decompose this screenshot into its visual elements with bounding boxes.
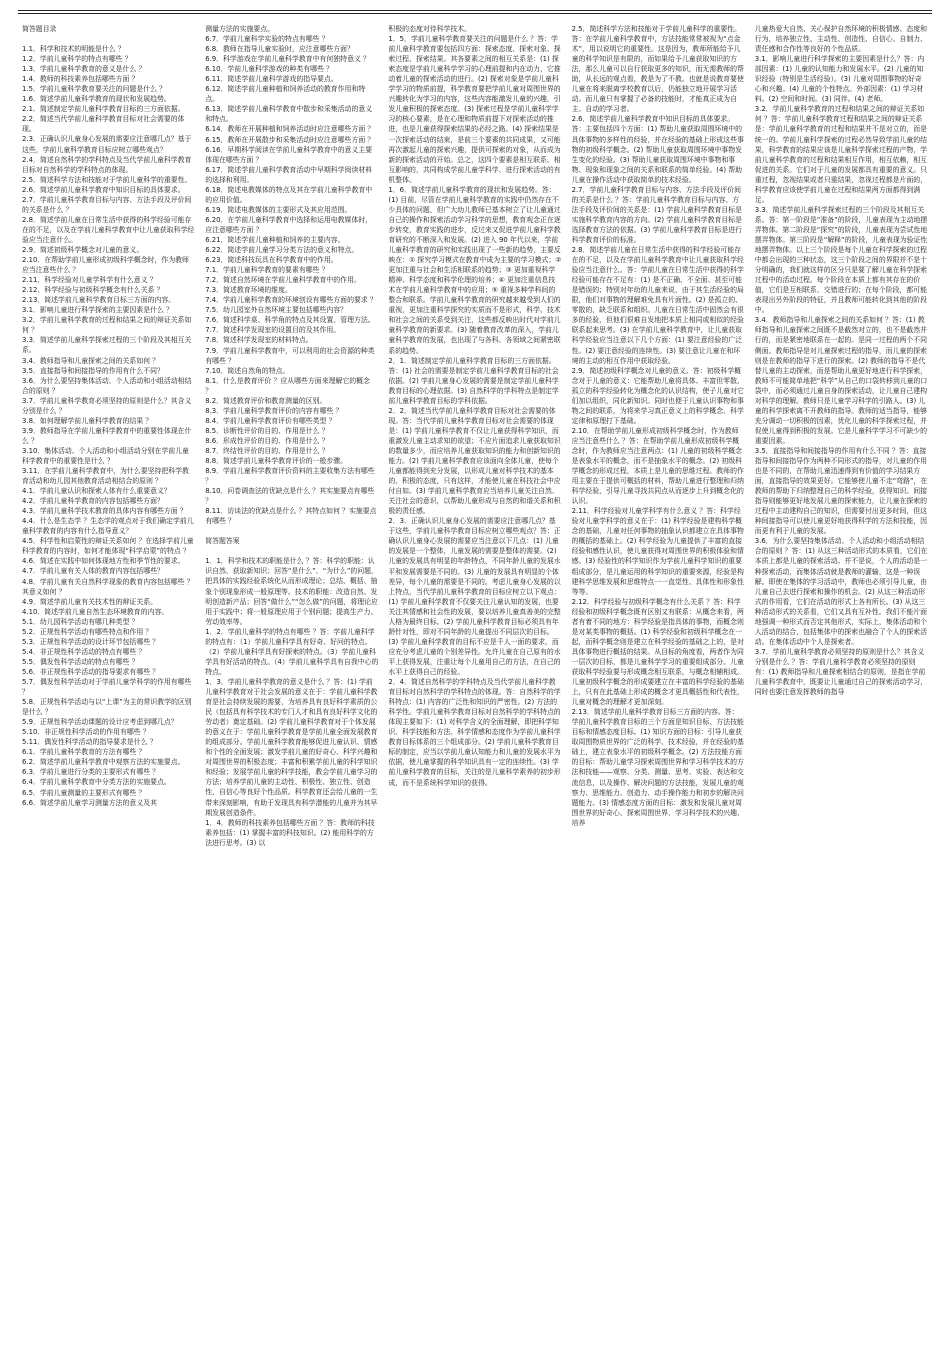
text-entry: 2.2．简述当代学前儿童科学教育目标对社会需要的体现。 <box>22 115 185 134</box>
text-entry: 8.8．简述学前儿童科学教育评价的一般步骤。 <box>205 457 348 466</box>
text-entry: 6.4．学前儿童科学教育中分类方法的实施要点。 <box>22 778 171 787</box>
top-rule <box>18 10 932 11</box>
text-entry: 7.5．幼儿园室外自然环境主要包括哪些内容？ <box>205 306 348 315</box>
text-entry: 3.7．学前儿童科学教育必须坚持的原则是什么？其含义分别是什么 ？答：学前儿童科学教育必须坚持的原则有：(1) 教师指导和儿童探索相结合的原则，是指在学前儿童科学教育中，既要让儿童通过自己的探索活动学习，同时也要注意发挥教师的指导 <box>754 647 928 697</box>
text-entry: 4.6．简述在实践中如何体现地方性和季节性的要求。 <box>22 557 185 566</box>
text-entry: 5.6．非正规性科学活动的指导要求有哪些 ？ <box>22 667 160 676</box>
text-entry: 6.16．早期科学阅读在学前儿童科学教育中的意义主要体现在哪些方面 ？ <box>205 145 373 164</box>
text-entry: 4.4．什么是生态学 ？生态学的观点对于我们确定学前儿童科学教育的内容有什么指导意义？ <box>22 517 194 536</box>
text-entry: 5.9．正规性科学活动课题的设计应考虑到哪几点？ <box>22 718 178 727</box>
text-entry: 5.5．偶发性科学活动的特点有哪些 ？ <box>22 657 139 666</box>
text-entry: 5.8．正规性科学活动与以“上课”为主的常识教学的区别是什么 ？ <box>22 698 192 717</box>
text-entry: 测量方法的实施要点。 <box>205 25 275 33</box>
text-entry: 6.19．简述电教媒体的主要形式及其应用范围。 <box>205 205 352 214</box>
text-entry: 1.5．学前儿童科学教育要关注的问题是什么 ？ <box>22 85 167 94</box>
text-entry: 6.2．简述学前儿童科学教育中观察方法的实施要点。 <box>22 758 185 767</box>
text-columns <box>22 24 928 1336</box>
text-entry: 4.5．科学性和启蒙性的辩证关系如何 ？在选择学前儿童科学教育的内容时，如何才能体现“科学启蒙”的特点 ？ <box>22 537 194 556</box>
text-entry: 3.6．为什么要坚持集体活动、个人活动和小组活动相结合的原则 ？答：(1) 从这三种活动形式的本质看，它们在本质上都是儿童的探索活动。并不是说，个人的活动是一种探索活动，而集体活动就是教师的灌输，这是一种误解。即使在集体的学习活动中，教师也必须引导儿童，由儿童自己去进行探索和操作的机会。(2) 从这三种活动形式的作用看，它们在活动的形式上各有所长。(3) 从这三种活动形式的关系看，它们又具有互补性。我们不能片面地强调一种形式而否定其他形式，实际上，集体活动和个人活动的结合，包括集体中的探索也融合了个人的探索活动。在集体活动中个人是探索者。 <box>754 537 928 646</box>
text-entry: 5.3．正规性科学活动的设计环节包括哪些 ？ <box>22 637 160 646</box>
text-entry: 1.1．科学和技术的明能是什么 ？ <box>22 45 125 54</box>
text-entry: 3.10．集体活动、个人活动和小组活动分别在学前儿童科学教育中的重要性是什么 ？ <box>22 446 189 465</box>
text-entry: 4.9．简述学前儿童有关技术性的辩证关系。 <box>22 597 157 606</box>
text-entry: 6.5．学前儿童测量的主要形式有哪些 ？ <box>22 788 146 797</box>
text-entry: 5.2．正规性科学活动有哪些特点和作用 ？ <box>22 627 153 636</box>
text-entry: 8.6．形成性评价的目的、作用是什么 ？ <box>205 436 329 445</box>
text-column-3 <box>388 24 561 1336</box>
text-entry: 2.13．简述学前儿童科学教育目标三方面的内容。答：学前儿童科学教育目标的三个方面是知识目标、方法技能目标和情感态度目标。(1) 知识方面的目标：引导儿童获取周围物质世界的广泛的科学、技术经验，并在经验的基础上，建立表象水平的初级科学概念。(2) 方法技能方面的目标：帮助儿童学习探索周围世界和学习科学技术的方法和技能——观察、分类、测量、思考、实验、表达和交流信息，以及操作、解决问题的方法技能，发展儿童的观察力、思维能力、创造力、动手操作能力和初步的解决问题能力。(3) 情感态度方面的目标：激发和发展儿童对周围世界的好奇心、探索周围世界、学习科学技术的兴趣、培养 <box>571 708 744 827</box>
text-column-1 <box>22 24 195 1336</box>
text-entry: 6.3．学前儿童进行分类的主要形式有哪些 ？ <box>22 768 160 777</box>
text-entry: 5.11．偶发性科学活动的指导要求是什么 ？ <box>22 738 157 747</box>
text-entry: 3.11．在学前儿童科学教育中，为什么要坚持把科学教育活动和幼儿园其他教育活动相结合的原则 ？ <box>22 467 189 486</box>
text-entry: 2.10．在帮助学前儿童形成初级科学概念时，作为教师应当注意些什么 ？答：在帮助学前儿童形成初级科学概念时，作为教师应当注意两点：(1) 儿童的初级科学概念是表象水平的概念，而不是抽象水平的概念。(2) 初级科学概念的形成过程，本质上是儿童的思维过程。教师的作用主要在于提供可概括的材料，帮助儿童进行整理和归纳科学经验，引导儿童寻找共同点从而逐步上升到概念化的认识。 <box>571 426 744 506</box>
text-entry: 7.10．简述自然角的特点。 <box>205 366 290 375</box>
text-entry: 4.3．学前儿童科学技术教育的具体内容有哪些方面 ？ <box>22 507 187 516</box>
text-entry: 2.7．学前儿童科学教育目标与内容、方法手段及评价间的关系是什么 ？答：学前儿童科学教育目标与内容、方法手段及评价间的关系是：(1) 学前儿童科学教育目标是实施科学教育内容的方向。(2) 学前儿童科学教育目标是选择教育方法的依据。(3) 学前儿童科学教育目标是进行科学教育评价的标准。 <box>571 185 743 244</box>
text-entry: 2.1．简述制定学前儿童科学教育目标的三方面依据。 <box>22 105 185 114</box>
text-entry: 1.2．学前儿童科学的特点有哪些 ？ <box>22 55 132 64</box>
text-entry: 8.10．问卷调查法的优缺点是什么 ？其实施要点有哪些 ？ <box>205 487 375 506</box>
text-entry: 8.9．学前儿童科学教育评价资料的主要收集方法有哪些 ？ <box>205 467 375 486</box>
text-entry: 4.8．学前儿童有关自然科学现象的教育内容包括哪些 ？其意义如何 ？ <box>22 577 194 596</box>
text-entry: 6.9．科学游戏在学前儿童科学教育中有何独特意义 ？ <box>205 55 370 64</box>
text-entry: 1．5．学前儿童科学教育要关注的问题是什么 ？答：学前儿童科学教育要包括四方面：探索态度、探索对象、探索过程、探索结果。其各要素之间的相互关系是：(1) 探索态度是学前儿童科学学习的心理前提和内在动力，它推动着儿童的探索活动的进行。(2) 探索对象是学前儿童科学学习的物质前提，科学教育要把学前儿童对周围世界的兴趣转化为学习的内容，这些内容能激发儿童的兴趣，引发儿童积极的探索态度。(3) 探索过程是学前儿童科学学习的核心要素，是在心理和物质前提下对探索活动的推进，也是儿童获得探索结果的必经之路。(4) 探索结果是一次探索活动的结束，是前三个要素的共同成果，又可能再次激起儿童的探索兴趣，提供可探索的对象，从而成为新的探索活动的开始。总之，这四个要素是相互联系、相互影响的，共同构成学前儿童学科学、进行探索活动的有机整体。 <box>388 35 561 184</box>
text-entry: 3.8．如何理解学前儿童科学教育的结果 ？ <box>22 416 153 425</box>
text-entry: 6.10．学前儿童科学游戏的种类有哪些 ？ <box>205 65 333 74</box>
text-entry: 1．3．学前儿童科学教育的意义是什么 ？答：(1) 学前儿童科学教育对于社会发展的意义在于：学前儿童科学教育是社会持续发展的需要，为培养具有良好科学素质的公民（包括具有科学技术的专门人才和具有良好科学文化的劳动者）奠定基础。(2) 学前儿童科学教育对于个体发展的意义在于：学前儿童科学教育是学前儿童全面发展教育的组成部分。学前儿童科学教育能够促进儿童认识、情感和个性的全面发展；激发学前儿童的好奇心、科学兴趣和对周围世界的积极态度；丰富和积累学前儿童的科学知识和经验；发展学前儿童的科学技能，教会学前儿童学习的方法；培养学前儿童的主动性、积极性、独立性、创造性，自信心等良好个性品质。科学教育还会给儿童的一生带来深刻影响，有助于发现具有科学潜能的儿童并为其早期发展创造条件。 <box>205 677 378 817</box>
text-entry: 8.4．学前儿童科学教育评价有哪些类型 ？ <box>205 416 336 425</box>
text-entry: 4.10．简述学前儿童自然生态环境教育的内容。 <box>22 607 169 616</box>
text-entry: 1．6．简述学前儿童科学教育的现状和发展趋势。答：(1) 目前，尽管在学前儿童科学教育的实践中仍然存在不少具体的问题，但广大幼儿教师已基本树立了让儿童通过自己的操作和探索活动学习科学的思想，教育观念正在逐步转变，教育实践的进步，反过来又促进学前儿童科学教育研究的不断深入和发展。(2) 进入 90 年代以来，学前儿童科学教育的研究和实践出现了一些新的趋势，主要反映在：① 探究学习模式在教育中成为主要的学习模式；② 更加注重与社会和生活相联系的趋势；③ 更加重视科学精神、科学态度和科学伦理的培养；④ 更加注重信息技术在学前儿童科学教育中的应用；⑤ 重视多种学科间的整合和联系。学前儿童科学教育的研究越来越受到人们的重视，更加注重科学探究的实质而不是形式，科学、技术和社会之间的关系受到关注，这些都反映出时代对学前儿童科学教育的新要求。(3) 随着教育改革的深入，学前儿童科学教育的发展，也出现了与各科、各领域之间紧密联系的趋势。 <box>388 185 562 355</box>
text-entry: 1．2．学前儿童科学的特点有哪些 ？答：学前儿童科学的特点有：（1）学前儿童科学具有好奇、好问的特点。（2）学前儿童科学具有好探索的特点。（3）学前儿童科学具有好活动的特点。（4）学前儿童科学具有自我中心的特点。 <box>205 627 379 676</box>
text-column-5 <box>755 24 928 1336</box>
text-entry: 1．1．科学和技术的职能是什么 ？答：科学的职能：认识自然、获取新知识；回答“是什么”、“为什么”的问题，把具体的实践经验系统化从而形成理论；总结、概括、抽象个别现象形成一般原理等。技术的职能：改造自然、发明创造新产品；回答“做什么”“怎么做”的问题，将理论应用于实践中；将一般原理应用于个别问题；提高生产力、劳动效率等。 <box>205 557 378 626</box>
text-entry: 3.1．影响儿童进行科学探索的主要因素是什么 ？ <box>22 306 173 315</box>
text-entry: 6.15．教师在开展散步和采集活动时应注意哪些方面 ？ <box>205 135 375 144</box>
text-entry: 8.3．学前儿童科学教育评价的内容有哪些 ？ <box>205 406 343 415</box>
text-entry: 6.8．教师在指导儿童实验时，应注意哪些方面？ <box>205 45 354 54</box>
text-entry: 2.12．科学经验与初级科学概念有什么关系 ？答：科学经验和初级科学概念既有区别又有联系：从概念来看，两者有着不同的地方：科学经验是指具体的事物，而概念则是对某类事物的概括。(1) 科学经验和初级科学概念在一起，而科学概念则是建立在科学经验的基础之上的，是对具体事物进行概括的结果。从目标的角度看，两者作为同一层次的目标，都是儿童科学学习的重要组成部分。儿童获取科学经验要与形成概念相互联系，与概念相辅相成。儿童初级科学概念的形成要建立在丰富的科学经验的基础上，只有在此基础上形成的概念才更具概括性和代表性，儿童对概念的理解才更加深刻。 <box>571 597 744 707</box>
text-entry: 2．1．简述制定学前儿童科学教育目标的三方面依据。答：(1) 社会的需要是制定学前儿童科学教育目标的社会依据。(2) 学前儿童身心发展的需要是制定学前儿童科学教育目标的心理依据。(3) 自然科学的学科特点是制定学前儿童科学教育目标的学科依据。 <box>388 356 559 405</box>
text-entry: 3.5．直接指导和间接指导的作用有什么不同？ <box>22 366 164 375</box>
text-entry: 3.4．教师指导和儿童探索之间的关系如何 ？答：(1) 教师指导和儿童探索之间既不是截然对立的，也不是截然并行的，而是紧密地联系在一起的。是同一过程的两个不同侧面。教师指导是对儿童探索过程的指导，而儿童的探索则是在教师的指导下进行的探索。(2) 教师的指导不是代替儿童的主动探索，而是帮助儿童更好地进行科学探索，教师不可能简单地把“科学”从自己的口袋转移到儿童的口袋中，而必须通过儿童自身的探索活动，让儿童自己建构对科学的理解。教师只是儿童学习科学的引路人。(3) 儿童的科学探索离不开教师的指导。教师的适当指导，能够充分调动一切积极的因素，优化儿童的科学探索过程，并促使儿童得到积极的发展。它是儿童科学学习不可缺少的重要因素。 <box>754 316 928 445</box>
text-entry: 3.5．直接指导和间接指导的作用有什么不同 ？答：直接指导和间接指导作为两种不同形式的指导，对儿童的作用也是不同的，在帮助儿童迅速得到有价值的学习结果方面，直接指导的效果更好。它能够使儿童不走“弯路”，在教师的帮助下归纳整理自己的科学经验，获得知识。间接指导则能够更好地发展儿童的探索能力，让儿童在探索的过程中主动建构自己的知识，但需要付出更多时间，但这种间接指导可以使儿童更好地获得科学的方法和技能，因而更有利于儿童的发展。 <box>754 446 928 536</box>
text-entry: 4.1．学前儿童认识和探索人体有什么重要意义？ <box>22 487 171 496</box>
text-entry: 2.4．简述自然科学的学科特点及当代学前儿童科学教育目标对自然科学的学科特点的体现。 <box>22 155 192 174</box>
text-entry: 4.7．学前儿童有关人体的教育内容包括哪些？ <box>22 567 164 576</box>
text-entry: 2．3．正确认识儿童身心发展的需要应注意哪几点？基于这些，学前儿童科学教育目标应树立哪些观点？答：正确认识儿童身心发展的需要应当注意以下几点：(1) 儿童的发展是一个整体，儿童发展的需要是整体的需要。(2) 儿童的发展具有明显的年龄特点，不同年龄儿童的发展水平和发展需要是不同的。(3) 儿童的发展具有明显的个体差异，每个儿童的需要是不同的。考虑儿童身心发展的以上特点，当代学前儿童科学教育的目标应树立以下观点：(1) 学前儿童科学教育不仅要关注儿童认知的发展，也要关注其情感和社会性的发展，要以培养儿童真善美的完整人格为最终目标。(2) 学前儿童科学教育目标必须具有年龄针对性，即对不同年龄的儿童提出不同层次的目标。(3) 学前儿童科学教育的目标不应是千人一面的要求，而应充分考虑儿童的个别差异性。允许儿童在自己原有的水平上获得发展，注重让每个儿童用自己的方法，在自己的水平上获得自己的经验。 <box>388 517 561 676</box>
text-entry: 2.9．简述初级科学概念对儿童的意义。 <box>22 245 144 254</box>
text-entry: 8.2．简述教育评价和教育测量的区别。 <box>205 396 327 405</box>
text-entry: 6.13．简述学前儿童科学教育中散步和采集活动的意义和特点。 <box>205 105 373 124</box>
text-entry: 儿童热爱大自然、关心保护自然环境的积极情感、态度和行为，培养独立性、主动性、创造性、自信心、自制力、责任感和合作性等良好的个性品质。 <box>754 25 928 54</box>
text-entry: 5.1．幼儿园科学活动有哪几种类型 ？ <box>22 617 139 626</box>
text-entry: 7.9．学前儿童科学教育中，可以利用的社会资源的种类有哪些 ？ <box>205 346 375 365</box>
text-entry: 6.22．简述学前儿童学习分类方法的意义和特点。 <box>205 246 359 255</box>
text-entry: 2.8．简述学前儿童在日常生活中获得的科学经验可能存在的不足，以及在学前儿童科学教育中让儿童获取科学经验应当注意什么。 <box>22 215 195 244</box>
text-entry: 2.13．简述学前儿童科学教育目标三方面的内容。 <box>22 296 176 305</box>
text-entry: 6.14．教师在开展种植和饲养活动时应注意哪些方面 ？ <box>205 125 375 134</box>
text-entry: 简答题答案 <box>205 537 240 546</box>
text-entry: 2.12．科学经验与初级科学概念有什么关系 ？ <box>22 286 164 295</box>
text-entry: 5.4．非正规性科学活动的特点有哪些 ？ <box>22 647 146 656</box>
text-entry: 7.2．简述自然环境在学前儿童科学教育中的作用。 <box>205 276 361 285</box>
text-entry: 2.3．正确认识儿童身心发展的需要应注意哪几点？基于这些，学前儿童科学教育目标应树立哪些观点？ <box>22 135 192 154</box>
text-entry: 7.3．简述教育环境的维度。 <box>205 286 292 295</box>
text-entry: 3.4．教师指导和儿童探索之间的关系如何 ？ <box>22 356 160 365</box>
text-entry: 1.4．教师的科技素养包括哪些方面 ？ <box>22 75 139 84</box>
text-entry: 2.7．学前儿童科学教育目标与内容、方法手段及评价间的关系是什么 ？ <box>22 195 192 214</box>
text-entry: 6.12．简述学前儿童种植和饲养活动的教育作用和特点。 <box>205 85 366 104</box>
text-entry: 6.23．简述科技玩具在科学教育中的作用。 <box>205 256 338 265</box>
text-entry: 1.3．学前儿童科学教育的意义是什么 ？ <box>22 65 146 74</box>
text-entry: 2.11．科学经验对儿童学科学有什么意义 ？ <box>22 276 157 285</box>
text-entry: 6.18．简述电教媒体的特点及其在学前儿童科学教育中的应用价值。 <box>205 185 373 204</box>
top-rule-inner <box>18 13 932 14</box>
text-entry: 3.9．教师指导在学前儿童科学教育中的重要性体现在什么 ？ <box>22 426 192 445</box>
text-entry: 6.1．学前儿童科学教育的方法有哪些 ？ <box>22 748 146 757</box>
text-entry: 2.10．在帮助学前儿童形成初级科学概念时，作为教师应当注意些什么 ？ <box>22 256 189 275</box>
text-entry: 5.7．偶发性科学活动对于学前儿童学科学的作用有哪些 ？ <box>22 678 192 697</box>
text-entry: 3.1．影响儿童进行科学探索的主要因素是什么？答：内部因素：(1) 儿童的认知能力和发展水平。(2) 儿童的知识经验（特别是生活经验）。(3) 儿童对周围事物的好奇心和兴趣。(4) 儿童的个性特点。外部因素：(1) 学习材料。(2) 空间和时间。(3) 同伴。(4) 老师。 <box>754 55 925 104</box>
text-entry: 3.6．为什么要坚持集体活动、个人活动和小组活动相结合的原则 ？ <box>22 376 192 395</box>
text-entry: 2.5．简述科学方法和技能对于学前儿童科学的重要性。 <box>22 175 192 184</box>
text-entry: 5.10．非正规性科学活动的作用有哪些 ？ <box>22 728 150 737</box>
text-entry: 3.2．学前儿童科学教育的过程和结果之间的辩证关系如何 ？ <box>22 316 192 335</box>
text-entry: 8.5．诊断性评价的目的、作用是什么 ？ <box>205 426 329 435</box>
text-entry: 6.7．学前儿童科学实验的特点有哪些 ？ <box>205 35 329 44</box>
text-entry: 8.11．访谈法的优缺点是什么 ？其特点如何 ？实施要点有哪些 ？ <box>205 507 377 526</box>
text-entry: 2.5．简述科学方法和技能对于学前儿童科学的重要性。答：在学前儿童科学教育中，方法技能常常被视为“点金术”，用以说明它的重要性。这是因为，教师所能给予儿童的科学知识是有限的，而如果给予儿童获取知识的方法，那么儿童可以自行获取更多的知识，而无需教师的帮助，从长远的观点看，教是为了不教。也就是说教育要使儿童在将来脱离学校教育以后，仍能独立地开展学习活动。而儿童只有掌握了必备的技能时，才能真正成为自主、自动的学习者。 <box>571 25 744 114</box>
text-entry: 7.1．学前儿童科学教育的要素有哪些 ？ <box>205 266 329 275</box>
text-entry: 7.8．简述科学发现室的材料特点。 <box>205 336 313 345</box>
text-entry: 2.8．简述学前儿童在日常生活中获得的科学经验可能存在的不足，以及在学前儿童科学教育中让儿童获取科学经验应当注意什么。答：学前儿童在日常生活中获得的科学经验可能存在不足有：(1) 是不正确、不全面、甚至可能是错误的；特别对年幼的儿童来说，由于其生活经验的局限，他们对事物的理解难免具有片面性。(2) 是孤立的、零散的，缺乏联系和组织。儿童在日常生活中固然会有很多的经验，但他们很难自发地把本质上相同或相似的经验联系起来思考。(3) 在学前儿童科学教育中，让儿童获取科学经验应当注意以下几个方面：(1) 要注意经验的广泛性。(2) 要注意经验的连续性。(3) 要注意让儿童在和环境的主动的相互作用中获取经验。 <box>571 246 744 365</box>
text-entry: 7.7．简述科学发现室的设置目的及其作用。 <box>205 326 341 335</box>
text-entry: 8.1．什么是教育评价 ？应从哪些方面来理解它的概念 ？ <box>205 376 370 395</box>
text-entry: 8.7．终结性评价的目的、作用是什么 ？ <box>205 446 329 455</box>
text-column-2 <box>205 24 378 1336</box>
text-entry: 6.17．简述学前儿童科学教育活动中早期科学阅读材料的选择和利用。 <box>205 165 373 184</box>
text-entry: 3.3．简述学前儿童科学探索过程的三个阶段及其相互关系。答：第一阶段是“准备”的阶段，儿童表现为主动地摆弄物体。第二阶段是“探究”的阶段，儿童表现为尝试性地摆弄物体。第三阶段是“解释”的阶段，儿童表现为验证性地摆弄物体。以上三个阶段是每个儿童在科学探索的过程中都会出现的三种状态，这三个阶段之间的界限并不是十分明确的，我们就这样的区分只是要了解儿童在科学探索过程中的活动过程。每个阶段在本质上都有其存在的价值，它们是互相联系、交错进行的；在每个阶段，都可能表现出另外阶段的特征，并且教师可能转化到其他的阶段中。 <box>754 205 928 315</box>
text-entry: 3.3．简述学前儿童科学探索过程的三个阶段及其相互关系。 <box>22 336 192 355</box>
text-entry: 3.2．学前儿童科学教育的过程和结果之间的辩证关系如何 ？答：学前儿童科学教育过程和结果之间的辩证关系是：学前儿童科学教育的过程和结果并不是对立的，而是统一的。学前儿童科学探索的过程必然导致学前儿童的结果，科学教育的结果应该是儿童科学探索过程的产物，学前儿童科学教育的过程和结果相互作用，相互依赖，相互促进的关系。它们对于儿童的发展都具有重要的意义。只重过程，忽视结果或者只重结果，忽视过程都是片面的，科学教育应该使学前儿童在过程和结果两方面都得到满足。 <box>754 105 928 204</box>
text-entry: 2.9．简述初级科学概念对儿童的意义。答：初级科学概念对于儿童的意义：它能帮助儿童将具体、丰富但零散、孤立的科学经验转化为概念化的认识结构，使子儿童对它们加以组织，同化新知识。同时也便于儿童认识事物和事物之间的联系，为将来学习真正意义上的科学概念、科学定律和原理打下基础。 <box>571 366 744 425</box>
text-entry: 7.6．简述科学桌、科学角的特点及其设置、管理方法。 <box>205 316 375 325</box>
text-entry: 2.6．简述学前儿童科学教育中知识目标的具体要求。答：主要包括四个方面：(1) 帮助儿童获取周围环境中的具体事物的多样性的经验，并在经验的基础上形成这些事物的初级科学概念。(2) 帮助儿童获取周围环境中事物发生变化的经验。(3) 帮助儿童获取周围环境中事物和事物、现象和现象之间的关系和联系的简单经验。(4) 帮助儿童在操作活动中获取简单的技术经验。 <box>571 115 744 184</box>
text-entry: 积极的态度对待科学技术。 <box>388 25 472 33</box>
text-entry: 7.4．学前儿童科学教育的环境创设有哪些方面的要求 ？ <box>205 296 377 305</box>
text-entry: 6.21．简述学前儿童种植和饲养的主要内容。 <box>205 235 345 244</box>
text-column-4 <box>572 24 745 1336</box>
text-entry: 6.20．在学前儿童科学教育中选择和运用电教媒体时，应注意哪些方面 ？ <box>205 215 373 234</box>
text-entry: 2．2．简述当代学前儿童科学教育目标对社会需要的体现。答：当代学前儿童科学教育目标对社会需要的体现是：(1) 学前儿童科学教育不仅让儿童获得科学知识，而重激发儿童主动求知的欲望；不应片面追求儿童获取知识的数量多少，而应培养儿童获取知识的能力和创新知识的能力。(2) 学前儿童科学教育应该面向全体儿童，使每个儿童都能得到充分发展，以形成儿童对科学技术的基本的、积极的态度，只有这样，才能使儿童在科技社会中应付自如。(3) 学前儿童科学教育应当培养儿童关注自然、关注社会的意识，以帮助儿童形成与自然的和谐关系和积极的责任感。 <box>388 406 561 516</box>
text-entry: 简答题目录 <box>22 25 57 33</box>
text-entry: 1.6．简述学前儿童科学教育的现状和发展趋势。 <box>22 95 171 104</box>
text-entry: 6.6．简述学前儿童学习测量方法的意义及其 <box>22 798 157 807</box>
text-entry: 2.6．简述学前儿童科学教育中知识目标的具体要求。 <box>22 185 185 194</box>
text-entry: 3.7．学前儿童科学教育必须坚持的原则是什么？其含义分别是什么 ？ <box>22 396 192 415</box>
text-entry: 2.11．科学经验对儿童学科学有什么意义 ？答：科学经验对儿童学科学的意义在于：(1) 科学经验是建构科学概念的基础，儿童对任何事物的抽象认识都建立在具体事物的概括的基础上。(2) 科学经验为儿童提供了丰富的直接经验和感性认识，使儿童获得对周围世界的积极体验和情感。(3) 经验性的科学知识作为学前儿童科学知识的重要组成部分，是儿童运用的科学知识的重要来源，经验是构建科学思维发展和思维特点一一直觉性、具体性和形象性等等。 <box>571 507 744 596</box>
text-entry: 6.11．简述学前儿童科学游戏的指导要点。 <box>205 75 338 84</box>
text-entry: 1．4．教师的科技素养包括哪些方面 ？答：教师的科技素养包括：(1) 掌握丰富的科技知识。(2) 能用科学的方法进行思考。(3) 以 <box>205 818 375 847</box>
text-entry: 4.2．学前儿童科学教育的内容包括哪些方面？ <box>22 497 164 506</box>
text-entry: 2．4．简述自然科学的学科特点及当代学前儿童科学教育目标对自然科学的学科特点的体现。答：自然科学的学科特点：(1) 内容的广泛性和知识的严密性。(2) 方法的科学性。学前儿童科学教育目标对自然科学的学科特点的体现主要如下：(1) 对科学含义的全面理解，即把科学知识、科学技能和方法、科学情感和态度作为学前儿童科学教育目标体系的三个组成部分。(2) 学前儿童科学教育目标的制定，应当以学前儿童认知能力和儿童的发展水平为依据，使儿童掌握的科学知识具有一定的连续性。(3) 学前儿童科学教育的目标，关注的是儿童科学素养的初步形成，而不是系统科学知识的获得。 <box>388 678 561 787</box>
